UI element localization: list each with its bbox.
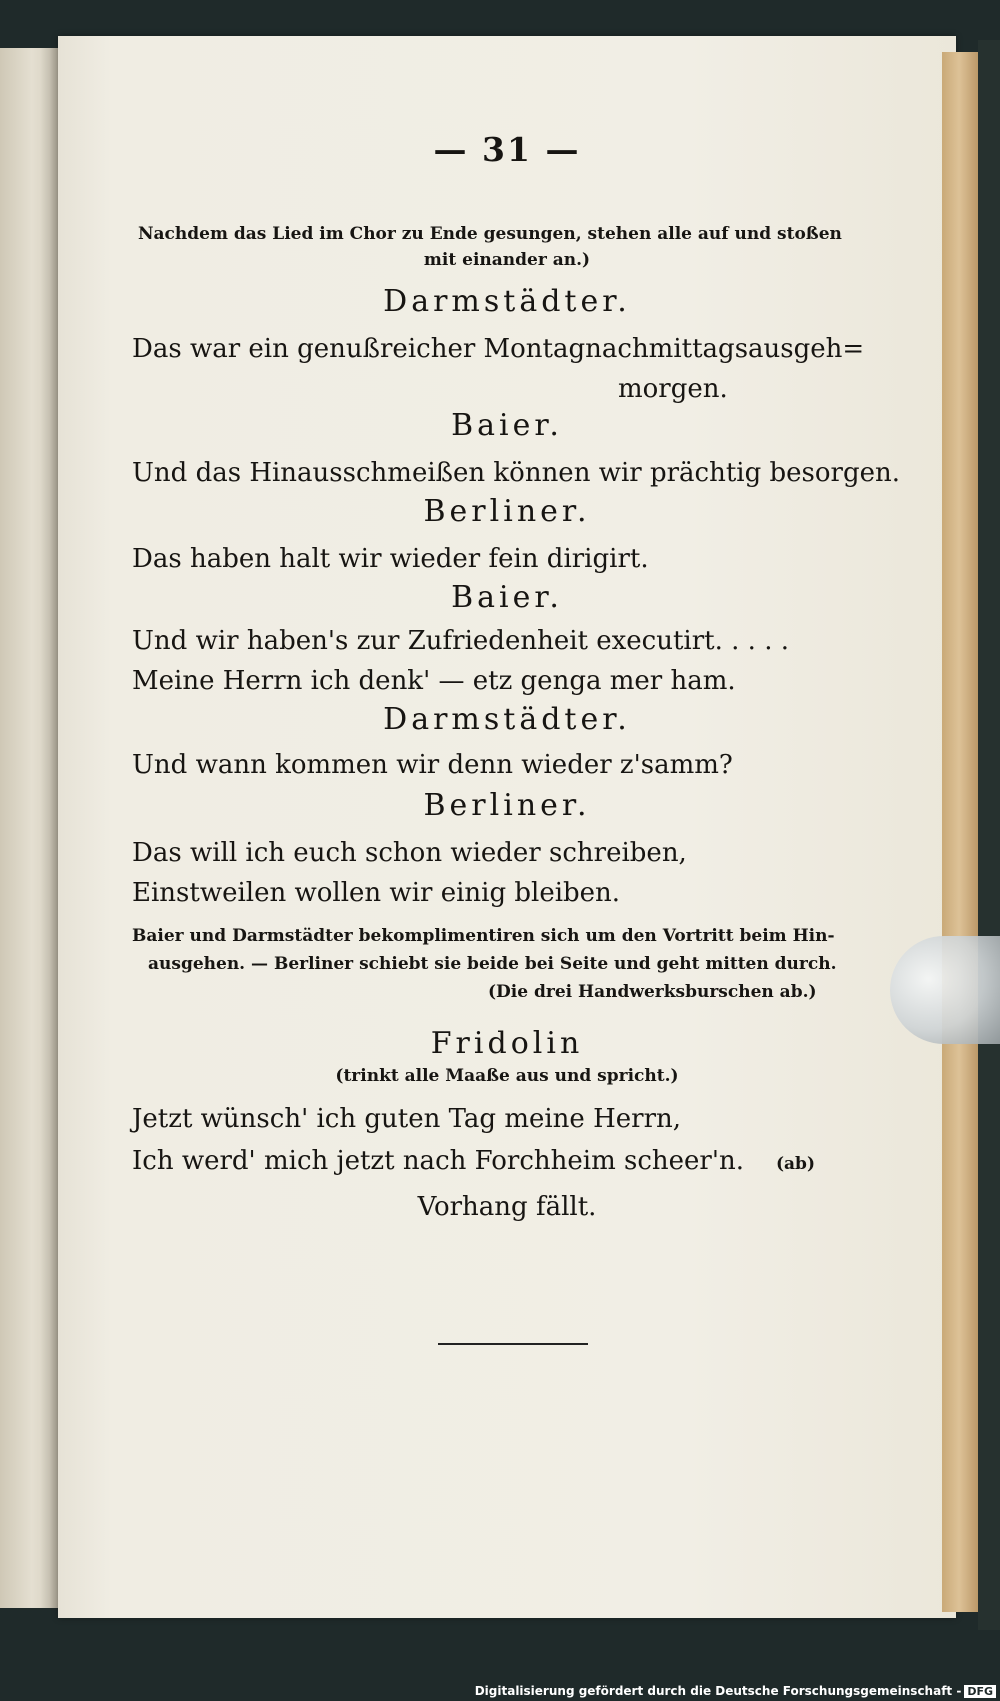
- dialogue-line: Das will ich euch schon wieder schreiben,: [132, 838, 687, 868]
- dialogue-line: morgen.: [618, 374, 728, 404]
- dialogue-line: Ich werd' mich jetzt nach Forchheim scheer'n.: [132, 1146, 745, 1176]
- dialogue-line: Einstweilen wollen wir einig bleiben.: [132, 878, 621, 908]
- digitization-credit: Digitalisierung gefördert durch die Deutsche Forschungsgemeinschaft - DFG: [475, 1684, 996, 1698]
- dialogue-line: Jetzt wünsch' ich guten Tag meine Herrn,: [132, 1104, 682, 1134]
- dialogue-line: Das haben halt wir wieder fein dirigirt.: [132, 544, 649, 574]
- page-text: [58, 36, 956, 1618]
- curtain-line: Vorhang fällt.: [417, 1192, 597, 1222]
- speaker-name: Baier.: [451, 580, 563, 615]
- page-number: — 31 —: [433, 130, 581, 169]
- stage-direction: (trinkt alle Maaße aus und spricht.): [335, 1066, 679, 1086]
- end-rule: [438, 1343, 588, 1345]
- speaker-name: Darmstädter.: [383, 702, 631, 737]
- dialogue-line: Das war ein genußreicher Montagnachmittagsausgeh=: [132, 334, 865, 364]
- character-name: Baier: [132, 926, 184, 946]
- character-name: Darmstädter: [232, 926, 353, 946]
- speaker-name: Berliner.: [423, 788, 591, 823]
- speaker-name: Darmstädter.: [383, 284, 631, 319]
- speaker-name: Baier.: [451, 408, 563, 443]
- dialogue-line: Und wir haben's zur Zufriedenheit executirt. . . . .: [132, 626, 790, 656]
- background-strip: [978, 40, 1000, 1630]
- stage-direction: (Die drei Handwerksburschen ab.): [488, 982, 817, 1002]
- stage-direction: Nachdem das Lied im Chor zu Ende gesungen, stehen alle auf und stoßen: [138, 224, 842, 244]
- stage-direction-exit: (ab): [776, 1154, 815, 1174]
- dialogue-line: Und wann kommen wir denn wieder z'samm?: [132, 750, 733, 780]
- character-name: Berliner: [273, 954, 354, 974]
- dialogue-line: Und das Hinausschmeißen können wir prächtig besorgen.: [132, 458, 901, 488]
- dialogue-line: Meine Herrn ich denk' — etz genga mer ham.: [132, 666, 736, 696]
- speaker-name: Berliner.: [423, 494, 591, 529]
- stage-direction: mit einander an.): [423, 250, 591, 270]
- stage-direction: ausgehen. — Berliner schiebt sie beide bei Seite und geht mitten durch.: [148, 954, 837, 974]
- stage-direction: Baier und Darmstädter bekomplimentiren sich um den Vortritt beim Hin-: [132, 926, 835, 946]
- dfg-logo: DFG: [964, 1685, 996, 1698]
- speaker-name: Fridolin: [430, 1026, 584, 1061]
